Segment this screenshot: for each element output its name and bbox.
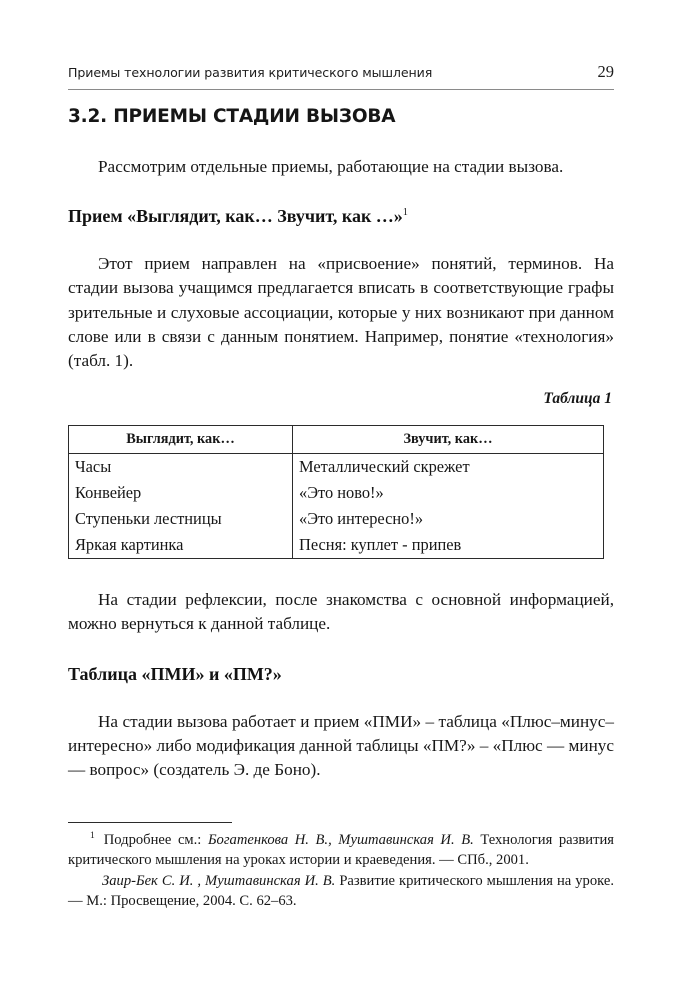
footnote-number: 1 [90, 831, 95, 842]
spacer [68, 637, 614, 664]
table-column-header-sounds-like: Звучит, как… [293, 426, 604, 454]
table-cell-sounds-like: Металлический скрежет [293, 454, 604, 481]
table-cell-looks-like: Яркая картинка [69, 532, 293, 559]
footnote-1-lead: Подробнее см.: [103, 832, 208, 848]
after-table-paragraph: На стадии рефлексии, после знакомства с основной информацией, можно вернуться к данной таблице. [68, 590, 614, 634]
spacer [68, 559, 614, 588]
table-header-row [69, 426, 604, 454]
table-cell-looks-like: Часы [69, 454, 293, 481]
footnote-block [68, 822, 614, 911]
footnote-entry-1 [68, 830, 614, 871]
technique-one-heading [68, 206, 614, 227]
table-row [69, 506, 604, 532]
section-intro-paragraph: Рассмотрим отдельные приемы, работающие на стадии вызова. [98, 157, 564, 176]
header-divider-rule [68, 89, 614, 90]
technique-two-heading: Таблица «ПМИ» и «ПМ?» [68, 663, 282, 684]
table-cell-sounds-like: Песня: куплет - припев [293, 532, 604, 559]
spacer [68, 408, 614, 425]
table-row [69, 532, 604, 559]
table-cell-looks-like: Ступеньки лестницы [69, 506, 293, 532]
footnote-2-rest: Развитие критического мышления на уроке. — М.: Просвещение, 2004. С. 62–63. [68, 872, 614, 909]
table-cell-sounds-like: «Это интересно!» [293, 506, 604, 532]
table-cell-looks-like: Конвейер [69, 480, 293, 506]
section-heading: 3.2. ПРИЕМЫ СТАДИИ ВЫЗОВА [68, 106, 396, 127]
page-number: 29 [597, 62, 614, 81]
spacer [68, 685, 614, 710]
associations-table [68, 425, 604, 559]
footnote-1-rest: Технология развития критического мышления на уроках истории и краеведения. — СПб., 2001. [68, 832, 614, 869]
page-content [68, 106, 614, 782]
technique-one-heading-text: Прием «Выглядит, как… Звучит, как …» [68, 206, 403, 227]
footnote-reference-marker: 1 [402, 207, 408, 219]
table-row [69, 480, 604, 506]
table-row [69, 454, 604, 481]
footnote-entry-2 [68, 871, 614, 912]
running-header-title: Приемы технологии развития критического мышления [68, 65, 433, 80]
spacer [68, 179, 614, 206]
spacer [68, 373, 614, 390]
footnote-1-authors: Богатенкова Н. В., Муштавинская И. В. [207, 832, 474, 848]
table-column-header-looks-like: Выглядит, как… [69, 426, 293, 454]
table-cell-sounds-like: «Это ново!» [293, 480, 604, 506]
technique-two-paragraph: На стадии вызова работает и прием «ПМИ» – таблица «Плюс–минус–интересно» либо модификация данной таблицы «ПМ?» – «Плюс — минус — вопрос» (создатель Э. де Боно). [68, 711, 614, 780]
table-caption: Таблица 1 [543, 390, 612, 408]
spacer [68, 127, 614, 155]
footnote-separator-rule [68, 822, 232, 823]
running-header [68, 62, 614, 82]
footnote-2-authors: Заир-Бек С. И. , Муштавинская И. В. [102, 872, 336, 889]
spacer [68, 227, 614, 252]
document-page [68, 0, 614, 1000]
technique-one-paragraph: Этот прием направлен на «присвоение» понятий, терминов. На стадии вызова учащимся предлагается вписать в соответствующие графы зрительные и слуховые ассоциации, которые у них возникают при данном слове или в связи с данным понятием. Например, понятие «технология» (табл. 1). [68, 254, 614, 371]
